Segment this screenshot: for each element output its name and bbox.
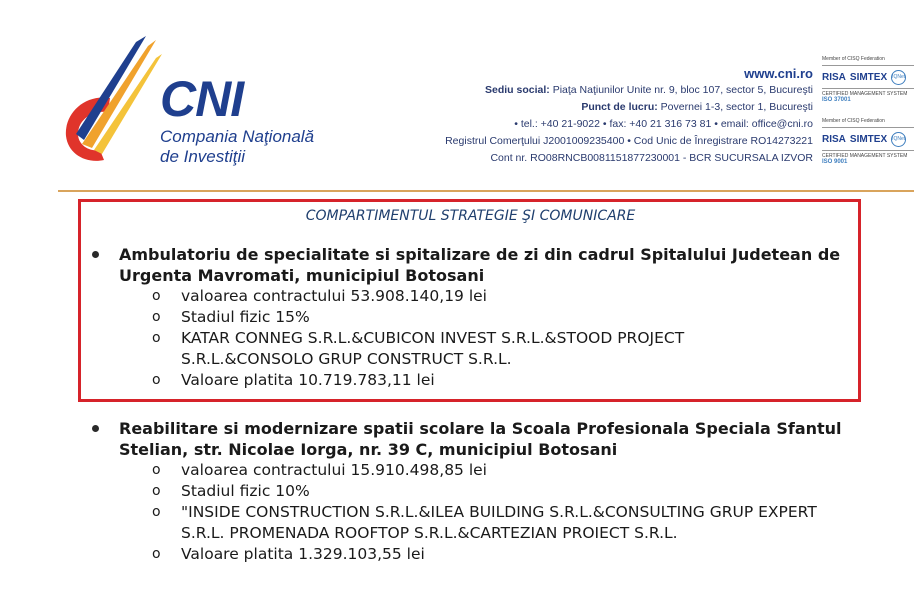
cert-system-text: CERTIFIED MANAGEMENT SYSTEM <box>822 153 908 159</box>
website-link[interactable]: www.cni.ro <box>744 66 813 81</box>
cni-logo-icon <box>52 36 162 171</box>
sub-bullet-icon: o <box>152 309 161 325</box>
contractor-line2: S.R.L. PROMENADA ROOFTOP S.R.L.&CARTEZIAN PROIECT S.R.L. <box>181 524 678 542</box>
phone-line: • tel.: +40 21-9022 • fax: +40 21 316 73 81 • email: office@cni.ro <box>514 118 813 130</box>
bullet-icon <box>92 251 99 258</box>
paid-value: Valoare platita 10.719.783,11 lei <box>181 371 435 389</box>
workplace-value: Povernei 1-3, sector 1, Bucureşti <box>660 101 813 113</box>
certification-badge-37001 <box>822 56 914 112</box>
headquarters-value: Piaţa Naţiunilor Unite nr. 9, bloc 107, sector 5, Bucureşti <box>552 84 813 96</box>
contractor-line1: KATAR CONNEG S.R.L.&CUBICON INVEST S.R.L.&STOOD PROJECT <box>181 329 685 347</box>
cert-member-text: Member of CISQ Federation <box>822 56 885 62</box>
project-title-line2: Urgenta Mavromati, municipiul Botosani <box>119 266 485 285</box>
project-title-line1: Ambulatoriu de specialitate si spitalizare de zi din cadrul Spitalului Judetean de <box>119 245 841 264</box>
sub-item-paid-value <box>152 544 852 565</box>
project-title-line2: Stelian, str. Nicolae Iorga, nr. 39 C, municipiul Botosani <box>119 440 618 459</box>
risa-logo: RISA <box>822 71 846 83</box>
iqnet-icon: IQNet <box>891 70 906 85</box>
sub-item-contractor <box>152 328 852 370</box>
sub-bullet-icon: o <box>152 372 161 388</box>
registry-line: Registrul Comerţului J2001009235400 • Cod Unic de Înregistrare RO14273221 <box>445 135 813 147</box>
project-item <box>92 418 852 565</box>
certification-badge-9001 <box>822 118 914 174</box>
cert-iso-label: ISO 37001 <box>822 97 851 103</box>
paid-value: Valoare platita 1.329.103,55 lei <box>181 545 425 563</box>
sub-item-contractor <box>152 502 852 544</box>
cert-system-text: CERTIFIED MANAGEMENT SYSTEM <box>822 91 908 97</box>
sub-bullet-icon: o <box>152 546 161 562</box>
sub-item-contract-value <box>152 460 852 481</box>
project-item <box>92 244 852 391</box>
brand-subtitle-line1: Compania Naţională <box>160 127 315 146</box>
bullet-icon <box>92 425 99 432</box>
iqnet-icon: IQNet <box>891 132 906 147</box>
account-line: Cont nr. RO08RNCB0081151877230001 - BCR SUCURSALA IZVOR <box>490 152 813 164</box>
project-title-line1: Reabilitare si modernizare spatii scolare la Scoala Profesionala Speciala Sfantul <box>119 419 842 438</box>
contact-block <box>445 65 813 167</box>
sub-item-physical-stage <box>152 307 852 328</box>
headquarters-line <box>445 82 813 99</box>
contract-value: valoarea contractului 53.908.140,19 lei <box>181 287 487 305</box>
cert-iso-label: ISO 9001 <box>822 159 848 165</box>
headquarters-label: Sediu social: <box>484 84 550 96</box>
contractor-line2: S.R.L.&CONSOLO GRUP CONSTRUCT S.R.L. <box>181 350 512 368</box>
department-title: COMPARTIMENTUL STRATEGIE ŞI COMUNICARE <box>305 208 636 224</box>
physical-stage: Stadiul fizic 15% <box>181 308 310 326</box>
simtex-logo: SIMTEX <box>849 71 888 83</box>
cert-member-text: Member of CISQ Federation <box>822 118 885 124</box>
header-divider <box>58 190 914 192</box>
workplace-line <box>445 99 813 116</box>
sub-bullet-icon: o <box>152 483 161 499</box>
simtex-logo: SIMTEX <box>849 133 888 145</box>
sub-item-physical-stage <box>152 481 852 502</box>
brand-block <box>160 71 315 167</box>
sub-bullet-icon: o <box>152 504 161 520</box>
sub-item-contract-value <box>152 286 852 307</box>
sub-item-paid-value <box>152 370 852 391</box>
sub-bullet-icon: o <box>152 288 161 304</box>
sub-bullet-icon: o <box>152 330 161 346</box>
physical-stage: Stadiul fizic 10% <box>181 482 310 500</box>
risa-logo: RISA <box>822 133 846 145</box>
brand-subtitle-line2: de Investiţii <box>160 147 246 166</box>
brand-name: CNI <box>160 71 244 127</box>
contractor-line1: "INSIDE CONSTRUCTION S.R.L.&ILEA BUILDING S.R.L.&CONSULTING GRUP EXPERT <box>181 503 817 521</box>
contract-value: valoarea contractului 15.910.498,85 lei <box>181 461 487 479</box>
sub-bullet-icon: o <box>152 462 161 478</box>
workplace-label: Punct de lucru: <box>581 101 658 113</box>
